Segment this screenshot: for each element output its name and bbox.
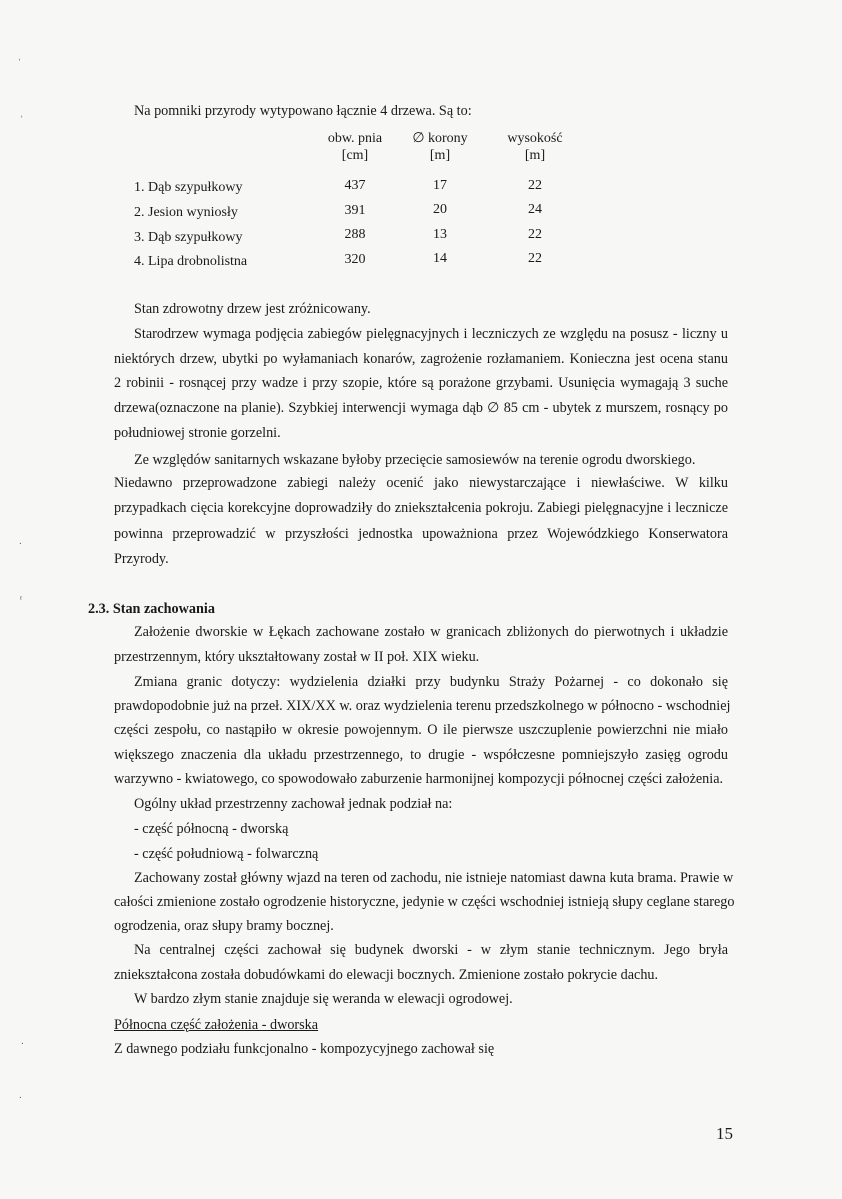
text-line: części zespołu, co nastąpiło w okresie powojennym. O ile pierwsze uszczuplenie powierzchni nie miało bbox=[114, 722, 728, 738]
text-line: Ze względów sanitarnych wskazane byłoby przecięcie samosiewów na terenie ogrodu dworskiego. bbox=[134, 452, 696, 468]
tree-name: 2. Jesion wyniosły bbox=[134, 205, 238, 220]
text-line: przestrzennym, który ukształtowany został w II poł. XIX wieku. bbox=[114, 649, 480, 665]
tree-obwod: 288 bbox=[344, 227, 366, 242]
tree-name: 4. Lipa drobnolistna bbox=[134, 254, 248, 269]
tree-korona: 20 bbox=[433, 202, 447, 217]
text-line: drzewa(oznaczone na planie). Szybkiej interwencji wymaga dąb ∅ 85 cm - ubytek z murszem, rosnący po bbox=[114, 400, 728, 416]
text-line: większego znaczenia dla układu przestrzennego, to drugie - współczesne pomniejszyło zasięg ogrodu bbox=[114, 747, 728, 763]
tree-obwod: 391 bbox=[344, 203, 366, 218]
tree-name: 1. Dąb szypułkowy bbox=[134, 180, 243, 195]
text-line: Zmiana granic dotyczy: wydzielenia działki przy budynku Straży Pożarnej - co dokonało się bbox=[134, 674, 728, 690]
text-line: Na centralnej części zachował się budynek dworski - w złym stanie technicznym. Jego bryła bbox=[134, 942, 728, 958]
text-line: zniekształcona została dobudówkami do elewacji bocznych. Zmienione zostało pokrycie dachu. bbox=[114, 967, 659, 983]
tree-korona: 13 bbox=[433, 227, 447, 242]
tree-korona: 14 bbox=[433, 251, 447, 266]
text-line: Zachowany został główny wjazd na teren od zachodu, nie istnieje natomiast dawna kuta brama. Prawie w bbox=[134, 870, 734, 886]
tree-wysokosc: 22 bbox=[528, 178, 542, 193]
tree-wysokosc: 22 bbox=[528, 251, 542, 266]
text-line: Stan zdrowotny drzew jest zróżnicowany. bbox=[134, 301, 371, 317]
text-line: całości zmienione zostało ogrodzenie historyczne, jedynie w części wschodniej istnieją słupy ceglane starego bbox=[114, 894, 735, 910]
header-wysokosc-unit: [m] bbox=[524, 148, 546, 163]
text-line: Przyrody. bbox=[114, 551, 169, 567]
list-item: - część południową - folwarczną bbox=[134, 846, 319, 862]
text-line: Niedawno przeprowadzone zabiegi należy ocenić jako niewystarczające i niewłaściwe. W kilku bbox=[114, 475, 728, 491]
tree-korona: 17 bbox=[433, 178, 447, 193]
header-korona: ∅ korony bbox=[412, 131, 468, 146]
text-line: przypadkach cięcia korekcyjne doprowadziły do zniekształcenia pokroju. Zabiegi pielęgnacyjne i lecznicze bbox=[114, 500, 728, 516]
text-line: niektórych drzew, ubytki po wyłamaniach konarów, zagrożenie rozłamaniem. Konieczna jest ocena stanu bbox=[114, 351, 728, 367]
tree-wysokosc: 24 bbox=[528, 202, 542, 217]
tree-obwod: 320 bbox=[344, 252, 366, 267]
text-line: powinna przeprowadzić w przyszłości jednostka upoważniona przez Wojewódzkiego Konserwatora bbox=[114, 526, 728, 542]
list-item: - część północną - dworską bbox=[134, 821, 289, 837]
header-wysokosc: wysokość bbox=[507, 131, 563, 146]
text-line: Starodrzew wymaga podjęcia zabiegów pielęgnacyjnych i leczniczych ze względu na posusz - liczny u bbox=[134, 326, 728, 342]
text-line: 2 robinii - rosnącej przy wadze i przy szopie, które są porażone grzybami. Usunięcia wymagają 3 suche bbox=[114, 375, 728, 391]
text-line: warzywno - kwiatowego, co spowodowało zaburzenie harmonijnej kompozycji północnej części założenia. bbox=[114, 771, 724, 787]
document-page: Na pomniki przyrody wytypowano łącznie 4 drzewa. Są to: obw. pnia [cm] ∅ korony [m] wysokość [m] 1. Dąb szypułkowy 437 17 22 2. Jesion wyniosły 391 20 24 3. Dąb szypułkowy 288 13 22 4. Lipa drobnolistna 320 14 22 Stan zdrowotny drzew jest zróżnicowany. Starodrzew wymaga podjęcia zabiegów pielęgnacyjnych i leczniczych ze względu na posusz - liczny u niektórych drzew, ubytki po wyłamaniach konarów, zagrożenie rozłamaniem. Konieczna jest ocena stanu 2 robinii - rosnącej przy wadze i przy szopie, które są porażone grzybami. Usunięcia wymagają 3 suche drzewa(oznaczone na planie). Szybkiej interwencji wymaga dąb ∅ 85 cm - ubytek z murszem, rosnący po południowej stronie gorzelni. Ze względów sanitarnych wskazane byłoby przecięcie samosiewów na terenie ogrodu dworskiego. Niedawno przeprowadzone zabiegi należy ocenić jako niewystarczające i niewłaściwe. W kilku przypadkach cięcia korekcyjne doprowadziły do zniekształcenia pokroju. Zabiegi pielęgnacyjne i lecznicze powinna przeprowadzić w przyszłości jednostka upoważniona przez Wojewódzkiego Konserwatora Przyrody. 2.3. Stan zachowania Założenie dworskie w Łękach zachowane zostało w granicach zbliżonych do pierwotnych i układzie przestrzennym, który ukształtowany został w II poł. XIX wieku. Zmiana granic dotyczy: wydzielenia działki przy budynku Straży Pożarnej - co dokonało się prawdopodobnie już na przeł. XIX/XX w. oraz wydzielenia terenu przedszkolnego w północno - wschodniej części zespołu, co nastąpiło w okresie powojennym. O ile pierwsze uszczuplenie powierzchni nie miało większego znaczenia dla układu przestrzennego, to drugie - współczesne pomniejszyło zasięg ogrodu warzywno - kwiatowego, co spowodowało zaburzenie harmonijnej kompozycji północnej części założenia. Ogólny układ przestrzenny zachował jednak podział na: - część północną - dworską - część południową - folwarczną Zachowany został główny wjazd na teren od zachodu, nie istnieje natomiast dawna kuta brama. Prawie w całości zmienione zostało ogrodzenie historyczne, jedynie w części wschodniej istnieją słupy ceglane starego ogrodzenia, oraz słupy bramy bocznej. Na centralnej części zachował się budynek dworski - w złym stanie technicznym. Jego bryła zniekształcona została dobudówkami do elewacji bocznych. Zmienione zostało pokrycie dachu. W bardzo złym stanie znajduje się weranda w elewacji ogrodowej. Północna część założenia - dworska Z dawnego podziału funkcjonalno - kompozycyjnego zachował się ˈ ˒ ˑ ʳ ˑ ˑ 15 bbox=[18, 58, 735, 1143]
text-line: południowej stronie gorzelni. bbox=[114, 425, 281, 441]
tree-wysokosc: 22 bbox=[528, 227, 542, 242]
text-line: Z dawnego podziału funkcjonalno - kompozycyjnego zachował się bbox=[114, 1041, 495, 1057]
text-line: Założenie dworskie w Łękach zachowane zostało w granicach zbliżonych do pierwotnych i układzie bbox=[134, 624, 728, 640]
header-obwod: obw. pnia bbox=[327, 131, 383, 146]
subsection-heading: Północna część założenia - dworska bbox=[114, 1017, 319, 1033]
text-line: ogrodzenia, oraz słupy bramy bocznej. bbox=[114, 918, 334, 934]
text-line: prawdopodobnie już na przeł. XIX/XX w. oraz wydzielenia terenu przedszkolnego w północno - wschodniej bbox=[114, 698, 731, 714]
text-line: W bardzo złym stanie znajduje się weranda w elewacji ogrodowej. bbox=[134, 991, 513, 1007]
text-line: Ogólny układ przestrzenny zachował jednak podział na: bbox=[134, 796, 453, 812]
intro-text: Na pomniki przyrody wytypowano łącznie 4 drzewa. Są to: bbox=[134, 103, 472, 119]
header-korona-unit: [m] bbox=[429, 148, 451, 163]
header-obwod-unit: [cm] bbox=[341, 148, 369, 163]
tree-name: 3. Dąb szypułkowy bbox=[134, 230, 243, 245]
section-heading: 2.3. Stan zachowania bbox=[88, 601, 215, 617]
page-number: 15 bbox=[716, 1124, 733, 1143]
tree-obwod: 437 bbox=[344, 178, 366, 193]
